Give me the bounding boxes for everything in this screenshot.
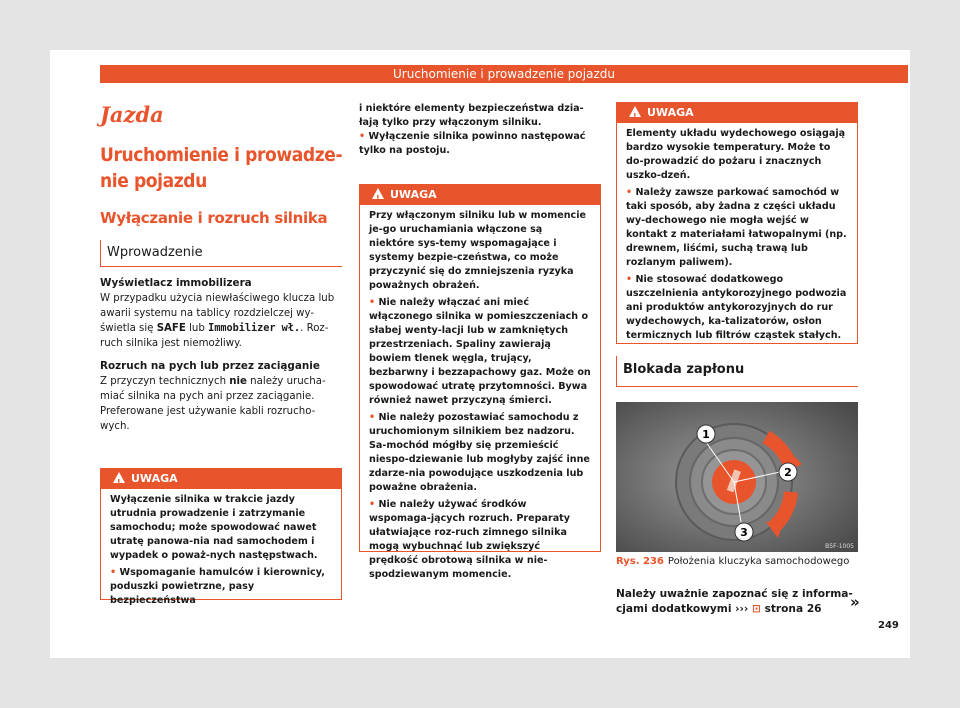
warning-label: UWAGA	[131, 472, 178, 485]
section-title: Uruchomienie i prowadze-nie pojazdu	[100, 144, 343, 192]
bullet-text: Należy zawsze parkować samochód w taki sposób, aby żadna z części układu wy-dechowego nie mogła wejść w kontakt z materiałami łatwopalnymi (np. drewnem, liśćmi, suchą trawą lub rozlanym paliwem).	[626, 187, 847, 268]
bullet-text: Nie należy włączać ani mieć włączonego silnika w pomieszczeniach o słabej wenty-lacji lub w zamkniętych przestrzeniach. Spaliny zawierają bowiem tlenek węgla, trujący, bezbarwny i bezzapachowy gaz. Może on spowodować utratę przytomności. Bywa również nawet przyczyną śmierci.	[369, 297, 591, 406]
note-text: Należy uważnie zapoznać się z informa-cjami dodatkowymi ›››	[616, 588, 853, 615]
warning-box-1	[100, 468, 342, 606]
blokada-heading: Blokada zapłonu	[616, 356, 858, 386]
intro-heading: Wprowadzenie	[100, 240, 342, 266]
bullet-icon: •	[359, 131, 369, 142]
figure-caption-text: Położenia kluczyka samochodowego	[667, 556, 850, 567]
push-heading: Rozruch na pych lub przez zaciąganie	[100, 360, 320, 372]
book-icon: ⊡	[751, 603, 761, 615]
figure-code: B5F-1005	[825, 543, 854, 550]
text: lub	[185, 323, 209, 334]
warning-body	[617, 123, 857, 351]
warning-header	[101, 469, 341, 489]
subsection-title: Wyłączanie i rozruch silnika	[100, 209, 328, 227]
divider	[616, 386, 858, 387]
warning-text: Przy włączonym silniku lub w momencie je-go uruchamiania włączone są niektóre sys-temy wspomagające i systemy bezpie-czeństwa, co może przyczynić się do zmniejszenia ryzyka poważnych obrażeń.	[369, 210, 587, 291]
marker-2: 2	[784, 466, 792, 479]
bullet-icon: •	[626, 187, 636, 198]
warning-bullet	[369, 296, 591, 408]
warning-icon	[629, 106, 641, 117]
warning-text: Elementy układu wydechowego osiągają bardzo wysokie temperatury. Może to do-prowadzić do pożaru i znacznych uszko-dzeń.	[626, 128, 846, 181]
marker-1: 1	[702, 428, 710, 441]
warning-text: Wyłączenie silnika w trakcie jazdy utrudnia prowadzenie i zatrzymanie samochodu; może spowodować nawet utratę panowa-nia nad samochodem i wypadek o poważ-nych następstwach.	[110, 494, 318, 561]
continued-bullet	[359, 130, 600, 158]
chapter-title: Jazda	[100, 102, 164, 127]
divider	[100, 266, 342, 267]
warning-bullet	[369, 411, 591, 495]
warning-header	[617, 103, 857, 123]
page-reference-link[interactable]: strona 26	[764, 603, 822, 615]
warning-bullet	[626, 273, 848, 343]
bullet-text: Wyłączenie silnika powinno następować tylko na postoju.	[359, 131, 586, 156]
bullet-icon: •	[110, 567, 120, 578]
page	[50, 50, 910, 658]
running-header: Uruchomienie i prowadzenie pojazdu	[100, 65, 908, 83]
text: . Roz-ruch silnika jest niemożliwy.	[100, 323, 329, 349]
push-paragraph	[100, 374, 341, 434]
warning-icon	[372, 188, 384, 199]
figure-caption	[616, 556, 849, 567]
marker-3: 3	[740, 526, 748, 539]
reference-note	[616, 587, 858, 617]
bullet-text: Wspomaganie hamulców i kierownicy, poduszki powietrzne, pasy bezpieczeństwa	[110, 567, 325, 606]
warning-bullet	[110, 566, 332, 608]
text: należy urucha-miać silnika na pych ani przez zaciąganie. Preferowane jest używanie kabli rozrucho-wych.	[100, 376, 326, 432]
emphasis: nie	[229, 376, 247, 387]
bullet-text: Nie należy pozostawiać samochodu z uruchomionym silnikiem bez nadzoru. Sa-mochód mógłby się przemieścić niespo-dziewanie lub mogłyby zajść inne zdarze-nia powodujące uszkodzenia lub poważne obrażenia.	[369, 412, 590, 493]
immo-display-text: Immobilizer wł.	[208, 323, 301, 334]
continue-arrow-icon: »	[850, 593, 860, 611]
figure-number: Rys. 236	[616, 556, 664, 567]
page-number: 249	[878, 620, 899, 631]
warning-box-2	[359, 184, 601, 580]
warning-label: UWAGA	[647, 106, 694, 119]
warning-bullet	[626, 186, 848, 270]
text: Z przyczyn technicznych	[100, 376, 230, 387]
bullet-icon: •	[369, 499, 379, 510]
immo-heading: Wyświetlacz immobilizera	[100, 277, 252, 289]
warning-body	[360, 205, 600, 590]
bullet-text: Nie stosować dodatkowego uszczelnienia antykorozyjnego podwozia ani produktów antykorozyjnych do rur wydechowych, ka-talizatorów, osłon termicznych lub filtrów cząstek stałych.	[626, 274, 847, 341]
bullet-text: Nie należy używać środków wspomaga-jących rozruch. Preparaty ułatwiające roz-ruch zimnego silnika mogą wybuchnąć lub zwiększyć prędkość obrotową silnika w nie-spodziewanym momencie.	[369, 499, 571, 580]
bullet-icon: •	[369, 297, 379, 308]
ignition-illustration	[616, 402, 858, 552]
warning-icon	[113, 472, 125, 483]
warning-box-3	[616, 102, 858, 344]
warning-label: UWAGA	[390, 188, 437, 201]
ignition-figure	[616, 402, 858, 552]
warning-body	[101, 489, 341, 616]
bullet-icon: •	[626, 274, 636, 285]
warning-header	[360, 185, 600, 205]
text: W przypadku użycia niewłaściwego klucza lub awarii systemu na tablicy rozdzielczej wy-świetla się	[100, 293, 335, 334]
bullet-icon: •	[369, 412, 379, 423]
safe-label: SAFE	[156, 323, 186, 334]
column-1-text	[100, 276, 341, 434]
column-2-text	[359, 102, 600, 158]
warning-bullet	[369, 498, 591, 582]
immo-paragraph	[100, 291, 341, 351]
continued-text: i niektóre elementy bezpieczeństwa dzia-łają tylko przy włączonym silniku.	[359, 103, 584, 128]
